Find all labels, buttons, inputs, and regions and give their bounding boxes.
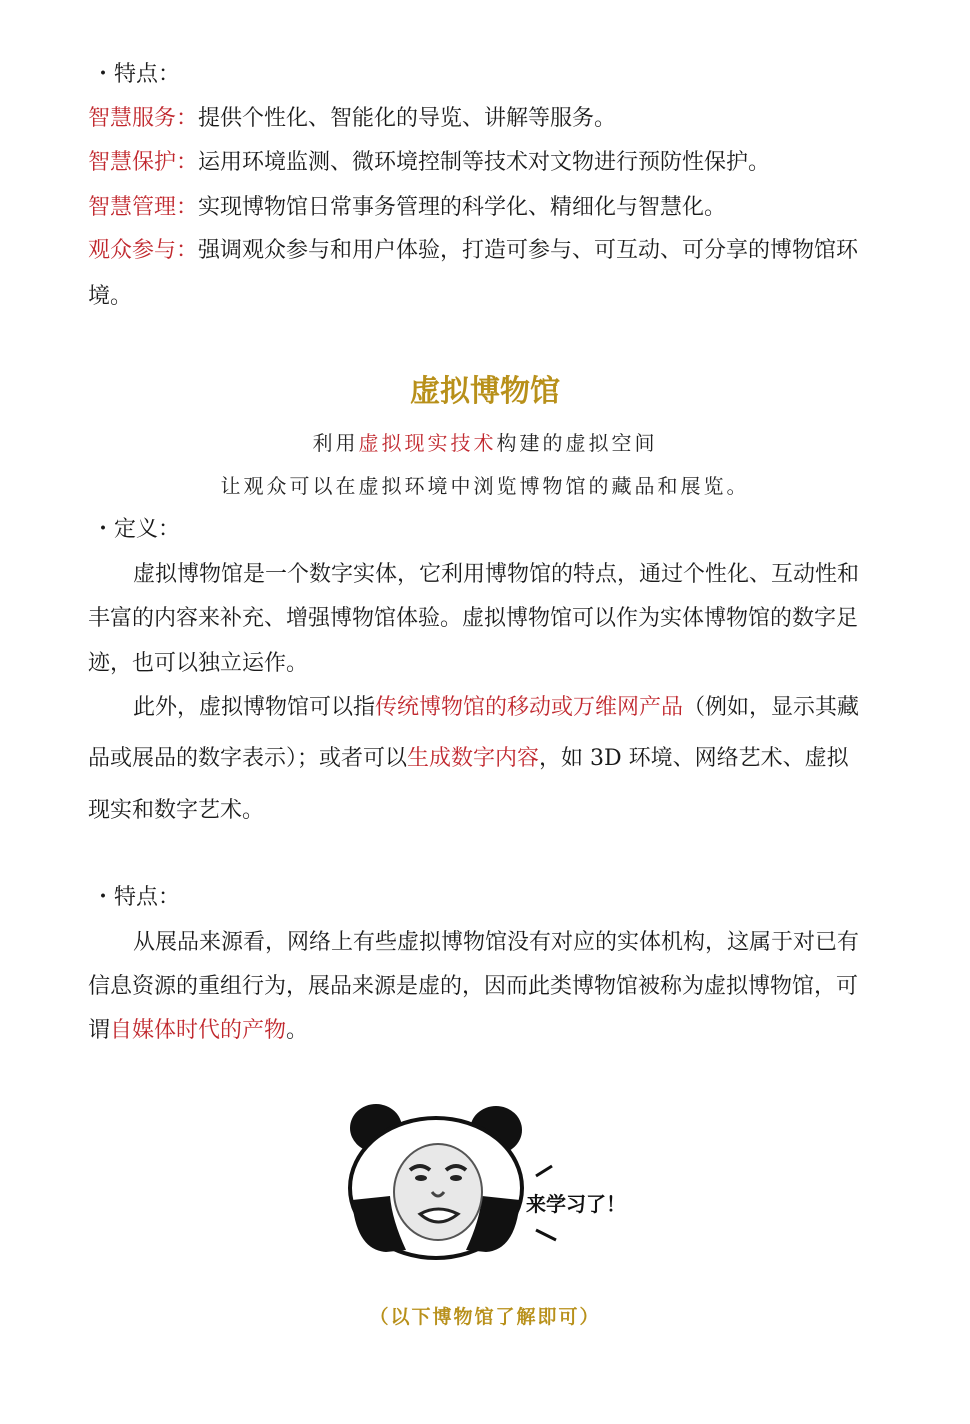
section-title: 虚拟博物馆 — [410, 374, 560, 409]
subtitle-text: 利用 — [312, 431, 359, 455]
features2-line1: 从展品来源看，网络上有些虚拟博物馆没有对应的实体机构，这属于对已有 — [133, 930, 860, 955]
features2-heading: ・特点： — [92, 885, 181, 910]
panda-face-icon — [346, 1100, 636, 1260]
subtitle-highlight: 虚拟现实技术 — [358, 431, 497, 455]
definition-para2-line2 — [88, 744, 849, 774]
definition-para2-line1 — [133, 693, 859, 723]
feature-smart-protection — [88, 148, 770, 178]
highlight: 传统博物馆的移动或万维网产品 — [375, 695, 684, 720]
feature-smart-service — [88, 104, 616, 134]
bottom-caption: （以下博物馆了解即可） — [369, 1306, 601, 1328]
definition-heading: ・定义： — [92, 517, 181, 542]
text: 谓 — [88, 1018, 111, 1043]
features2-line2: 信息资源的重组行为，展品来源是虚的，因而此类博物馆被称为虚拟博物馆，可 — [88, 974, 859, 999]
highlight: 生成数字内容 — [407, 746, 540, 771]
feature-smart-management — [88, 193, 726, 223]
feature-text: 提供个性化、智能化的导览、讲解等服务。 — [198, 106, 617, 131]
meme-caption-text: 来学习了！ — [526, 1192, 626, 1216]
subtitle-line-2: 让观众可以在虚拟环境中浏览博物馆的藏品和展览。 — [220, 474, 750, 498]
features-heading: ・特点： — [92, 62, 181, 87]
text: 。 — [286, 1018, 309, 1043]
definition-para1-line2: 丰富的内容来补充、增强博物馆体验。虚拟博物馆可以作为实体博物馆的数字足 — [88, 606, 859, 631]
text: ，如 3D 环境、网络艺术、虚拟 — [539, 746, 849, 771]
feature-text: 实现博物馆日常事务管理的科学化、精细化与智慧化。 — [198, 195, 727, 220]
text: （例如，显示其藏 — [683, 695, 860, 720]
text: 品或展品的数字表示）；或者可以 — [88, 746, 408, 771]
feature-continuation: 境。 — [88, 284, 133, 309]
feature-label: 智慧管理： — [88, 195, 199, 220]
subtitle-text: 构建的虚拟空间 — [496, 431, 658, 455]
highlight: 自媒体时代的产物 — [110, 1018, 287, 1043]
features2-line3 — [88, 1016, 308, 1046]
feature-label: 智慧服务： — [88, 106, 199, 131]
feature-text: 强调观众参与和用户体验，打造可参与、可互动、可分享的博物馆环 — [198, 238, 859, 263]
feature-audience-participation — [88, 236, 858, 266]
text: 此外，虚拟博物馆可以指 — [133, 695, 376, 720]
feature-text: 运用环境监测、微环境控制等技术对文物进行预防性保护。 — [198, 150, 771, 175]
definition-para1-line3: 迹，也可以独立运作。 — [88, 651, 309, 676]
definition-para2-line3: 现实和数字艺术。 — [88, 798, 265, 823]
feature-label: 观众参与： — [88, 238, 199, 263]
definition-para1-line1: 虚拟博物馆是一个数字实体，它利用博物馆的特点，通过个性化、互动性和 — [133, 562, 860, 587]
panda-meme-image — [346, 1100, 636, 1260]
feature-label: 智慧保护： — [88, 150, 199, 175]
subtitle-line-1 — [0, 428, 970, 458]
